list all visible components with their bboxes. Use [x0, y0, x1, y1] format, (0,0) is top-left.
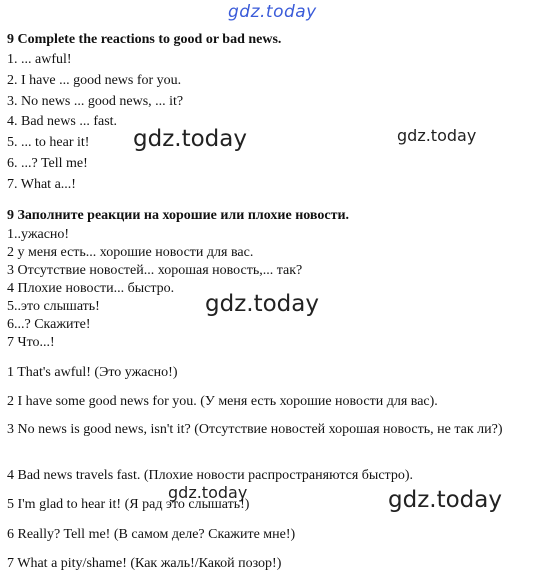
exercise-ru-item: 2 у меня есть... хорошие новости для вас.	[7, 245, 254, 260]
watermark-5: gdz.today	[388, 487, 502, 513]
exercise-ru-item: 7 Что...!	[7, 335, 55, 350]
answer-item: 3 No news is good news, isn't it? (Отсутствие новостей хорошая новость, не так ли?)	[7, 422, 503, 437]
answer-item: 7 What a pity/shame! (Как жаль!/Какой позор!)	[7, 556, 282, 571]
exercise-en-item: 3. No news ... good news, ... it?	[7, 94, 184, 109]
exercise-en-item: 4. Bad news ... fast.	[7, 114, 118, 129]
watermark-1: gdz.today	[133, 126, 247, 152]
answer-item: 1 That's awful! (Это ужасно!)	[7, 365, 178, 380]
watermark-3: gdz.today	[205, 291, 319, 317]
watermark-2: gdz.today	[397, 126, 477, 145]
answer-item: 4 Bad news travels fast. (Плохие новости распространяются быстро).	[7, 468, 413, 483]
answer-item: 6 Really? Tell me! (В самом деле? Скажите мне!)	[7, 527, 296, 542]
exercise-en-title: 9 Complete the reactions to good or bad news.	[7, 32, 282, 47]
exercise-en-item: 5. ... to hear it!	[7, 135, 90, 150]
exercise-ru-title: 9 Заполните реакции на хорошие или плохие новости.	[7, 208, 350, 223]
exercise-en-item: 6. ...? Tell me!	[7, 156, 88, 171]
exercise-en-item: 2. I have ... good news for you.	[7, 73, 182, 88]
exercise-ru-item: 5..это слышать!	[7, 299, 100, 314]
answer-item: 5 I'm glad to hear it! (Я рад это слышать!)	[7, 497, 250, 512]
exercise-en-item: 1. ... awful!	[7, 52, 72, 67]
exercise-en-item: 7. What a...!	[7, 177, 76, 192]
exercise-ru-item: 1..ужасно!	[7, 227, 70, 242]
exercise-ru-item: 3 Отсутствие новостей... хорошая новость,... так?	[7, 263, 303, 278]
exercise-ru-item: 4 Плохие новости... быстро.	[7, 281, 175, 296]
answer-item: 2 I have some good news for you. (У меня есть хорошие новости для вас).	[7, 394, 438, 409]
watermark-top: gdz.today	[228, 2, 317, 22]
exercise-ru-item: 6...? Скажите!	[7, 317, 91, 332]
watermark-4: gdz.today	[168, 483, 248, 502]
